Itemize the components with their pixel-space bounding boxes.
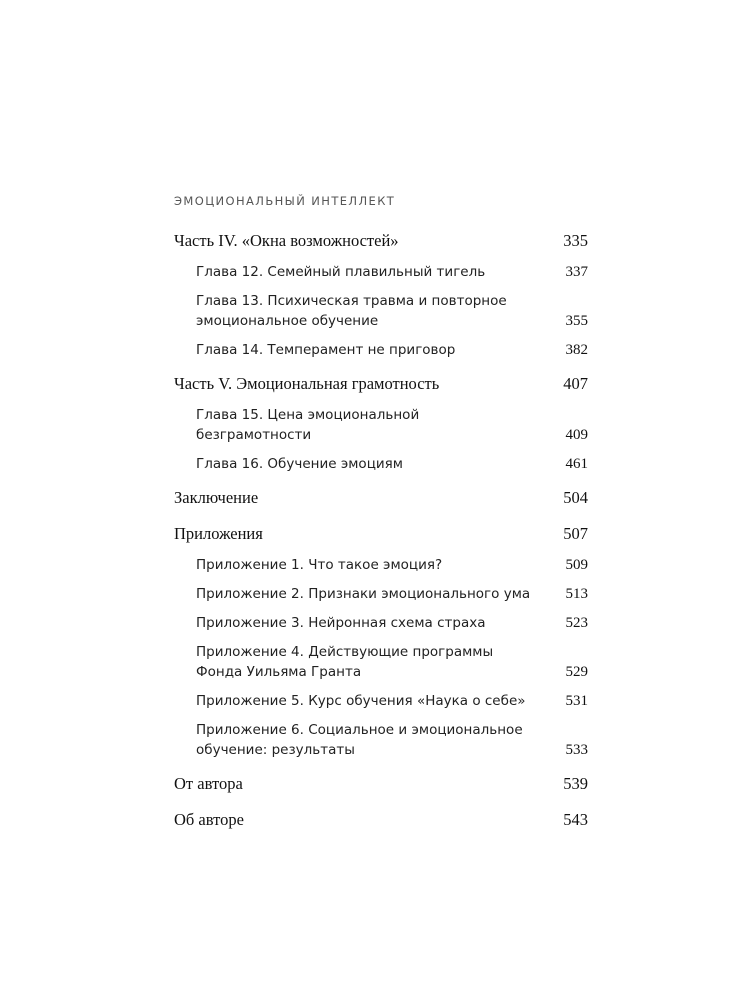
toc-entry-title-line1: Глава 13. Психическая травма и повторное xyxy=(196,293,507,309)
toc-page-number: 461 xyxy=(565,456,588,472)
toc-page-number: 335 xyxy=(563,231,588,250)
toc-entry-title-line2: Фонда Уильяма Гранта xyxy=(196,664,362,680)
toc-entry-title-line2: эмоциональное обучение xyxy=(196,313,379,329)
toc-entry-title-line2: обучение: результаты xyxy=(196,742,355,758)
toc-entry-title: Глава 14. Темперамент не приговор xyxy=(196,342,456,358)
toc-entry-title: Об авторе xyxy=(174,810,244,829)
toc-page-number: 382 xyxy=(565,342,588,358)
toc-page-number: 337 xyxy=(565,264,588,280)
toc-entry-title: Приложение 1. Что такое эмоция? xyxy=(196,557,443,573)
toc-page-number: 523 xyxy=(565,615,588,631)
toc-entry-title: Приложение 2. Признаки эмоционального ума xyxy=(196,586,531,602)
toc-page-number: 531 xyxy=(565,693,588,709)
toc-entry-title-line2: безграмотности xyxy=(196,427,312,443)
toc-entry-title: Глава 12. Семейный плавильный тигель xyxy=(196,264,486,280)
toc-entry-title: Приложение 3. Нейронная схема страха xyxy=(196,615,486,631)
toc-entry-title: Глава 16. Обучение эмоциям xyxy=(196,456,403,472)
toc-page-number: 504 xyxy=(563,488,588,507)
toc-page-number: 543 xyxy=(563,810,588,829)
toc-entry-title: Приложения xyxy=(174,524,263,543)
toc-entry-title: Заключение xyxy=(174,488,259,507)
toc-page-number: 533 xyxy=(565,742,588,758)
toc-entry-title: Приложение 5. Курс обучения «Наука о себе» xyxy=(196,693,526,709)
toc-page-number: 529 xyxy=(565,664,588,680)
toc-page-number: 407 xyxy=(563,374,588,393)
toc-page-number: 409 xyxy=(565,427,588,443)
toc-entry-title-line1: Приложение 4. Действующие программы xyxy=(196,644,494,660)
toc-page-number: 539 xyxy=(563,774,588,793)
toc-page-number: 507 xyxy=(563,524,588,543)
toc-page-number: 509 xyxy=(565,557,588,573)
toc-page-number: 355 xyxy=(565,313,588,329)
toc-entry-title: Часть V. Эмоциональная грамотность xyxy=(174,374,440,393)
toc-page-number: 513 xyxy=(565,586,588,602)
toc-entry-title-line1: Глава 15. Цена эмоциональной xyxy=(196,407,420,423)
toc-entry-title: От автора xyxy=(174,774,243,793)
toc-entry-title: Часть IV. «Окна возможностей» xyxy=(174,231,399,250)
toc-entry-title-line1: Приложение 6. Социальное и эмоциональное xyxy=(196,722,523,738)
running-head: ЭМОЦИОНАЛЬНЫЙ ИНТЕЛЛЕКТ xyxy=(174,194,396,208)
